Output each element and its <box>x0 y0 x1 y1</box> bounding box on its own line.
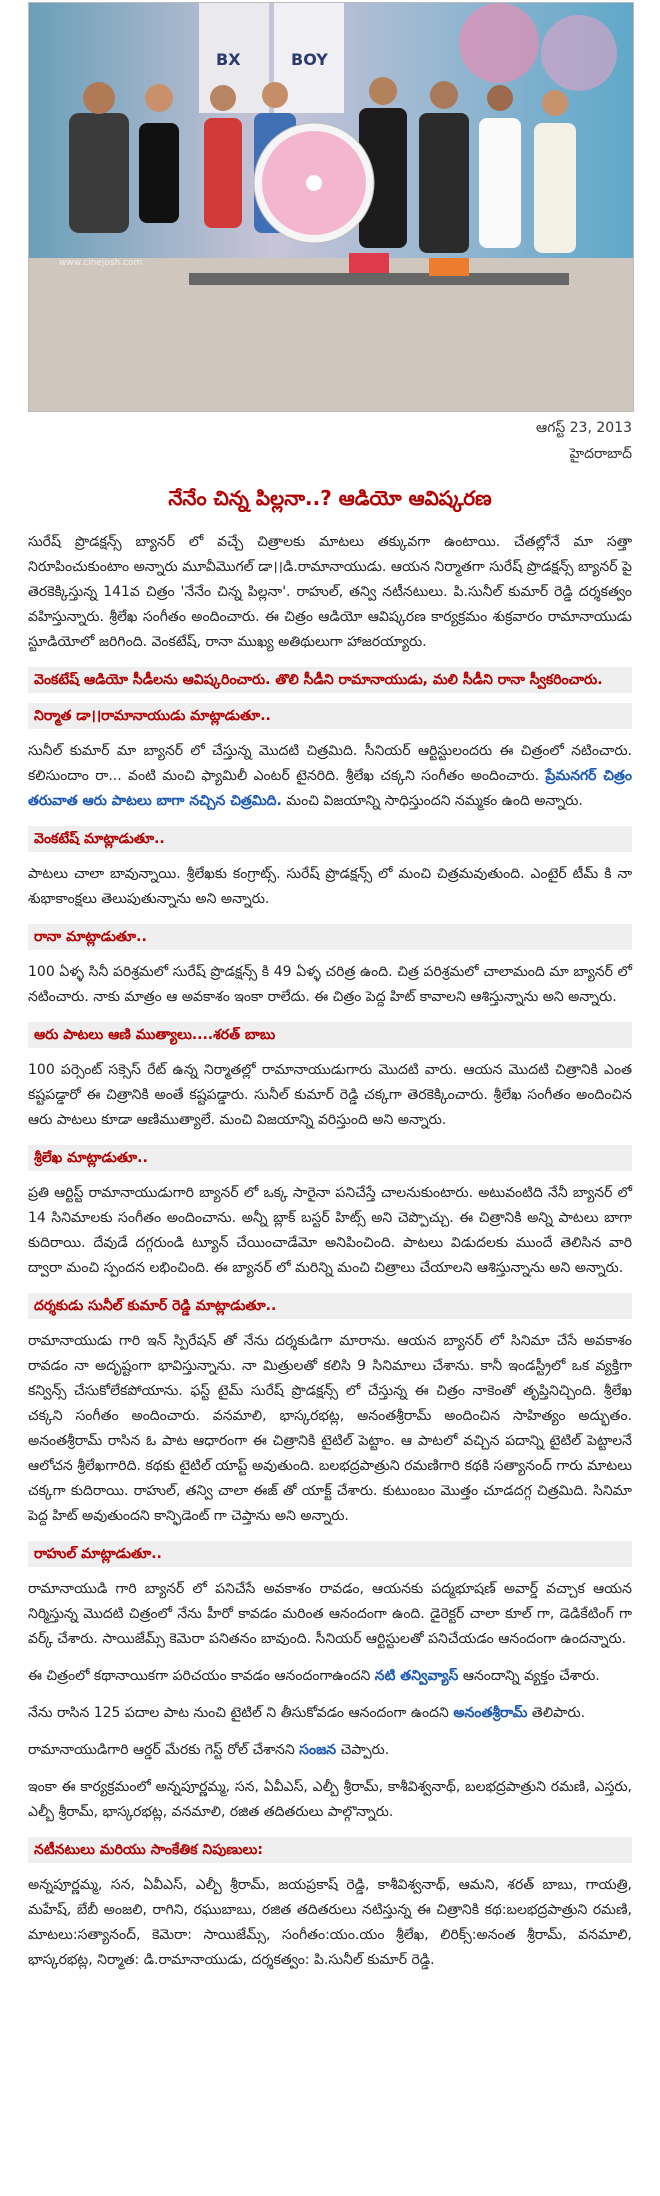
article-location: హైదరాబాద్ <box>569 446 632 462</box>
subheading: రాహుల్ మాట్లాడుతూ.. <box>28 1541 632 1567</box>
text-span: సునీల్ కుమార్ మా బ్యానర్ లో చేస్తున్న మొదటి చిత్రమిది. సీనియర్ ఆర్టిస్టులందరు ఈ చిత్రంలో నటించారు. కలిసుందాం రా... వంటి మంచి ఫ్యామిలీ ఎంటర్ టైనరిది. శ్రీలేఖ చక్కని సంగీతం అందించారు. <box>28 743 632 784</box>
event-photo <box>28 2 634 412</box>
highlight-line: వెంకటేష్ ఆడియో సీడీలను ఆవిష్కరించారు. తొలి సీడీని రామానాయుడు, మలి సీడీని రానా స్వీకరించారు. <box>28 667 632 693</box>
article-body <box>28 530 632 1985</box>
subheading: నటీనటులు మరియు సాంకేతిక నిపుణులు: <box>28 1837 632 1863</box>
text-span: తెలిపారు. <box>531 1705 586 1721</box>
text-span: చెప్పారు. <box>340 1742 390 1758</box>
subheading: శ్రీలేఖ మాట్లాడుతూ.. <box>28 1145 632 1171</box>
paragraph: ఇంకా ఈ కార్యక్రమంలో అన్నపూర్ణమ్మ, సన, ఏవీఎస్, ఎల్బీ శ్రీరామ్, కాశీవిశ్వనాథ్, బలభద్రపాత్రుని రమణి, ఎస్తరు, ఎల్బీ శ్రీరామ్, భాస్కరభట్ల, వనమాలి, రజిత తదితరులు పాల్గొన్నారు. <box>28 1779 632 1820</box>
paragraph: ప్రతి ఆర్టిస్ట్ రామానాయుడుగారి బ్యానర్ లో ఒక్క సారైనా పనిచేస్తే చాలనుకుంటారు. అటువంటిది నేనీ బ్యానర్ లో 14 సినిమాలకు సంగీతం అందించాను. అన్నీ బ్లాక్ బస్టర్ హిట్స్ అని చెప్పొచ్చు. ఈ చిత్రానికి అన్ని పాటలు బాగా కుదిరాయి. దేవుడే దగ్గరుండి ట్యూన్ చేయించాడేమో అనిపించింది. పాటలు విడుదలకు ముందే తెలిసిన వారి ద్వారా మంచి స్పందన లభించింది. ఈ బ్యానర్ లో మరిన్ని మంచి చిత్రాలు చేయాలని ఆశిస్తున్నాను అని అన్నారు. <box>28 1185 632 1276</box>
paragraph: రామానాయుడి గారి బ్యానర్ లో పనిచేసే అవకాశం రావడం, ఆయనకు పద్మభూషణ్ అవార్డ్ వచ్చాక ఆయన నిర్మిస్తున్న మొదటి చిత్రంలో నేను హీరో కావడం మరింత ఆనందంగా ఉంది. డైరెక్టర్ చాలా కూల్ గా, డెడికేటింగ్ గా వర్క్ చేశారు. సాయిజేమ్స్ కెమెరా పనితనం బావుంది. సీనియర్ ఆర్టిస్టులతో పనిచేయడం ఆనందంగా ఉందన్నారు. <box>28 1581 632 1647</box>
subheading: రానా మాట్లాడుతూ.. <box>28 924 632 950</box>
paragraph <box>28 1664 632 1689</box>
text-span: నేను రాసిన 125 పదాల పాట నుంచి టైటిల్ ని తీసుకోవడం ఆనందంగా ఉందని <box>28 1705 449 1721</box>
highlight-text: నటి తన్వివ్యాస్ <box>374 1668 459 1684</box>
subheading: దర్శకుడు సునీల్ కుమార్ రెడ్డి మాట్లాడుతూ.. <box>28 1293 632 1319</box>
highlight-text: ప్రేమనగర్ చిత్రం తరువాత ఆరు పాటలు బాగా నచ్చిన చిత్రమిది. <box>28 768 632 809</box>
svg-text:BOY: BOY <box>291 50 328 69</box>
text-span: ఆనందాన్ని వ్యక్తం చేశారు. <box>462 1668 600 1684</box>
subheading: ఆరు పాటలు ఆణి ముత్యాలు....శరత్ బాబు <box>28 1022 632 1048</box>
credits-paragraph: అన్నపూర్ణమ్మ, సన, ఏవీఎస్, ఎల్బీ శ్రీరామ్, జయప్రకాష్ రెడ్డి, కాశీవిశ్వనాథ్, ఆమని, శరత్ బాబు, గాయత్రి, మహేష్, బేబీ అంజలి, రాగిని, రఘుబాబు, రజిత తదితరులు నటిస్తున్న ఈ చిత్రానికి కథ:బలభద్రపాత్రుని రమణి, మాటలు:సత్యానంద్, కెమెరా: సాయిజేమ్స్, సంగీతం:యం.యం శ్రీలేఖ, లిరిక్స్:అనంత శ్రీరామ్, వనమాలి, భాస్కరభట్ల, నిర్మాత: డి.రామానాయుడు, దర్శకత్వం: పి.సునీల్ కుమార్ రెడ్డి. <box>28 1877 632 1968</box>
text-span: రామానాయుడిగారి ఆర్డర్ మేరకు గెస్ట్ రోల్ చేశానని <box>28 1742 295 1758</box>
paragraph: సురేష్ ప్రొడక్షన్స్ బ్యానర్ లో వచ్చే చిత్రాలకు మాటలు తక్కువగా ఉంటాయి. చేతల్లోనే మా సత్తా నిరూపించుకుంటాం అన్నారు మూవీమొగల్ డా।।డి.రామానాయుడు. ఆయన నిర్మాతగా సురేష్ ప్రొడక్షన్స్ బ్యానర్ పై తెరకెక్కిస్తున్న 141వ చిత్రం 'నేనేం చిన్న పిల్లనా'. రాహుల్, తన్వి నటీనటులు. పి.సునీల్ కుమార్ రెడ్డి దర్శకత్వం వహిస్తున్నారు. శ్రీలేఖ సంగీతం అందించారు. ఈ చిత్రం ఆడియో ఆవిష్కరణ కార్యక్రమం శుక్రవారం రామానాయుడు స్టూడియోలో జరిగింది. వెంకటేష్, రానా ముఖ్య అతిథులుగా హాజరయ్యారు. <box>28 534 632 650</box>
paragraph <box>28 1701 632 1726</box>
subheading: వెంకటేష్ మాట్లాడుతూ.. <box>28 826 632 852</box>
article-date: ఆగస్ట్ 23, 2013 <box>536 420 632 436</box>
subheading: నిర్మాత డా।।రామానాయుడు మాట్లాడుతూ.. <box>28 703 632 729</box>
paragraph <box>28 739 632 814</box>
paragraph: 100 ఏళ్ళ సినీ పరిశ్రమలో సురేష్ ప్రొడక్షన్స్ కి 49 ఏళ్ళ చరిత్ర ఉంది. చిత్ర పరిశ్రమలో చాలామంది మా బ్యానర్ లో నటించారు. నాకు మాత్రం ఆ అవకాశం ఇంకా రాలేదు. ఈ చిత్రం పెద్ద హిట్ కావాలని ఆశిస్తున్నాను అని అన్నారు. <box>28 964 632 1005</box>
article-headline: నేనేం చిన్న పిల్లనా..? ఆడియో ఆవిష్కరణ <box>168 486 492 510</box>
highlight-text: సంజన <box>299 1742 337 1758</box>
paragraph: రామానాయుడు గారి ఇన్ స్పిరేషన్ తో నేను దర్శకుడిగా మారాను. ఆయన బ్యానర్ లో సినిమా చేసే అవకాశం రావడం నా అదృష్టంగా భావిస్తున్నాను. నా మిత్రులతో కలిసి 9 సినిమాలు చేశాను. కానీ ఇండస్ట్రీలో ఒక వ్యక్తిగా కన్విన్స్ చేసుకోలేకపోయాను. ఫస్ట్ టైమ్ సురేష్ ప్రొడక్షన్స్ లో చేస్తున్న ఈ చిత్రం నాకెంతో తృప్తినిచ్చింది. శ్రీలేఖ చక్కని సంగీతం అందించారు. వనమాలి, భాస్కరభట్ల, అనంతశ్రీరామ్ అందించిన సాహిత్యం అద్భుతం. అనంతశ్రీరామ్ రాసిన ఓ పాట ఆధారంగా ఈ చిత్రానికి టైటిల్ పెట్టాం. ఆ పాటలో వచ్చిన పదాన్ని టైటిల్ పెట్టాలనే ఆలోచన శ్రీలేఖగారిది. కథకు టైటిల్ యాప్ట్ అవుతుంది. బలభద్రపాత్రుని రమణిగారి కథకి సత్యానంద్ గారు మాటలు చక్కగా కుదిరాయి. రాహుల్, తన్వి చాలా ఈజ్ తో యాక్ట్ చేశారు. కుటుంబం మొత్తం చూడదగ్గ చిత్రమిది. సినిమా పెద్ద హిట్ అవుతుందని కాన్ఫిడెంట్ గా చెప్తాను అని అన్నారు. <box>28 1333 632 1524</box>
photo-watermark: www.cinejosh.com <box>59 258 143 268</box>
svg-text:BX: BX <box>216 50 241 69</box>
highlight-text: అనంతశ్రీరామ్ <box>453 1705 528 1721</box>
text-span: ఈ చిత్రంలో కథానాయికగా పరిచయం కావడం ఆనందంగాఉందని <box>28 1668 371 1684</box>
paragraph: పాటలు చాలా బావున్నాయి. శ్రీలేఖకు కంగ్రాట్స్. సురేష్ ప్రొడక్షన్స్ లో మంచి చిత్రమవుతుంది. ఎంటైర్ టీమ్ కి నా శుభాకాంక్షలు తెలుపుతున్నాను అని అన్నారు. <box>28 866 632 907</box>
paragraph <box>28 1738 632 1763</box>
text-span: మంచి విజయాన్ని సాధిస్తుందని నమ్మకం ఉంది అన్నారు. <box>286 793 583 809</box>
paragraph: 100 పర్సెంట్ సక్సెస్ రేట్ ఉన్న నిర్మాతల్లో రామానాయుడుగారు మొదటి వారు. ఆయన మొదటి చిత్రానికి ఎంత కష్టపడ్డారో ఈ చిత్రానికి అంతే కష్టపడ్డారు. సునీల్ కుమార్ రెడ్డి చక్కగా తెరకెక్కించారు. శ్రీలేఖ సంగీతం అందించిన ఆరు పాటలు కూడా ఆణిముత్యాలే. మంచి విజయాన్ని వరిస్తుంది అని అన్నారు. <box>28 1062 632 1128</box>
